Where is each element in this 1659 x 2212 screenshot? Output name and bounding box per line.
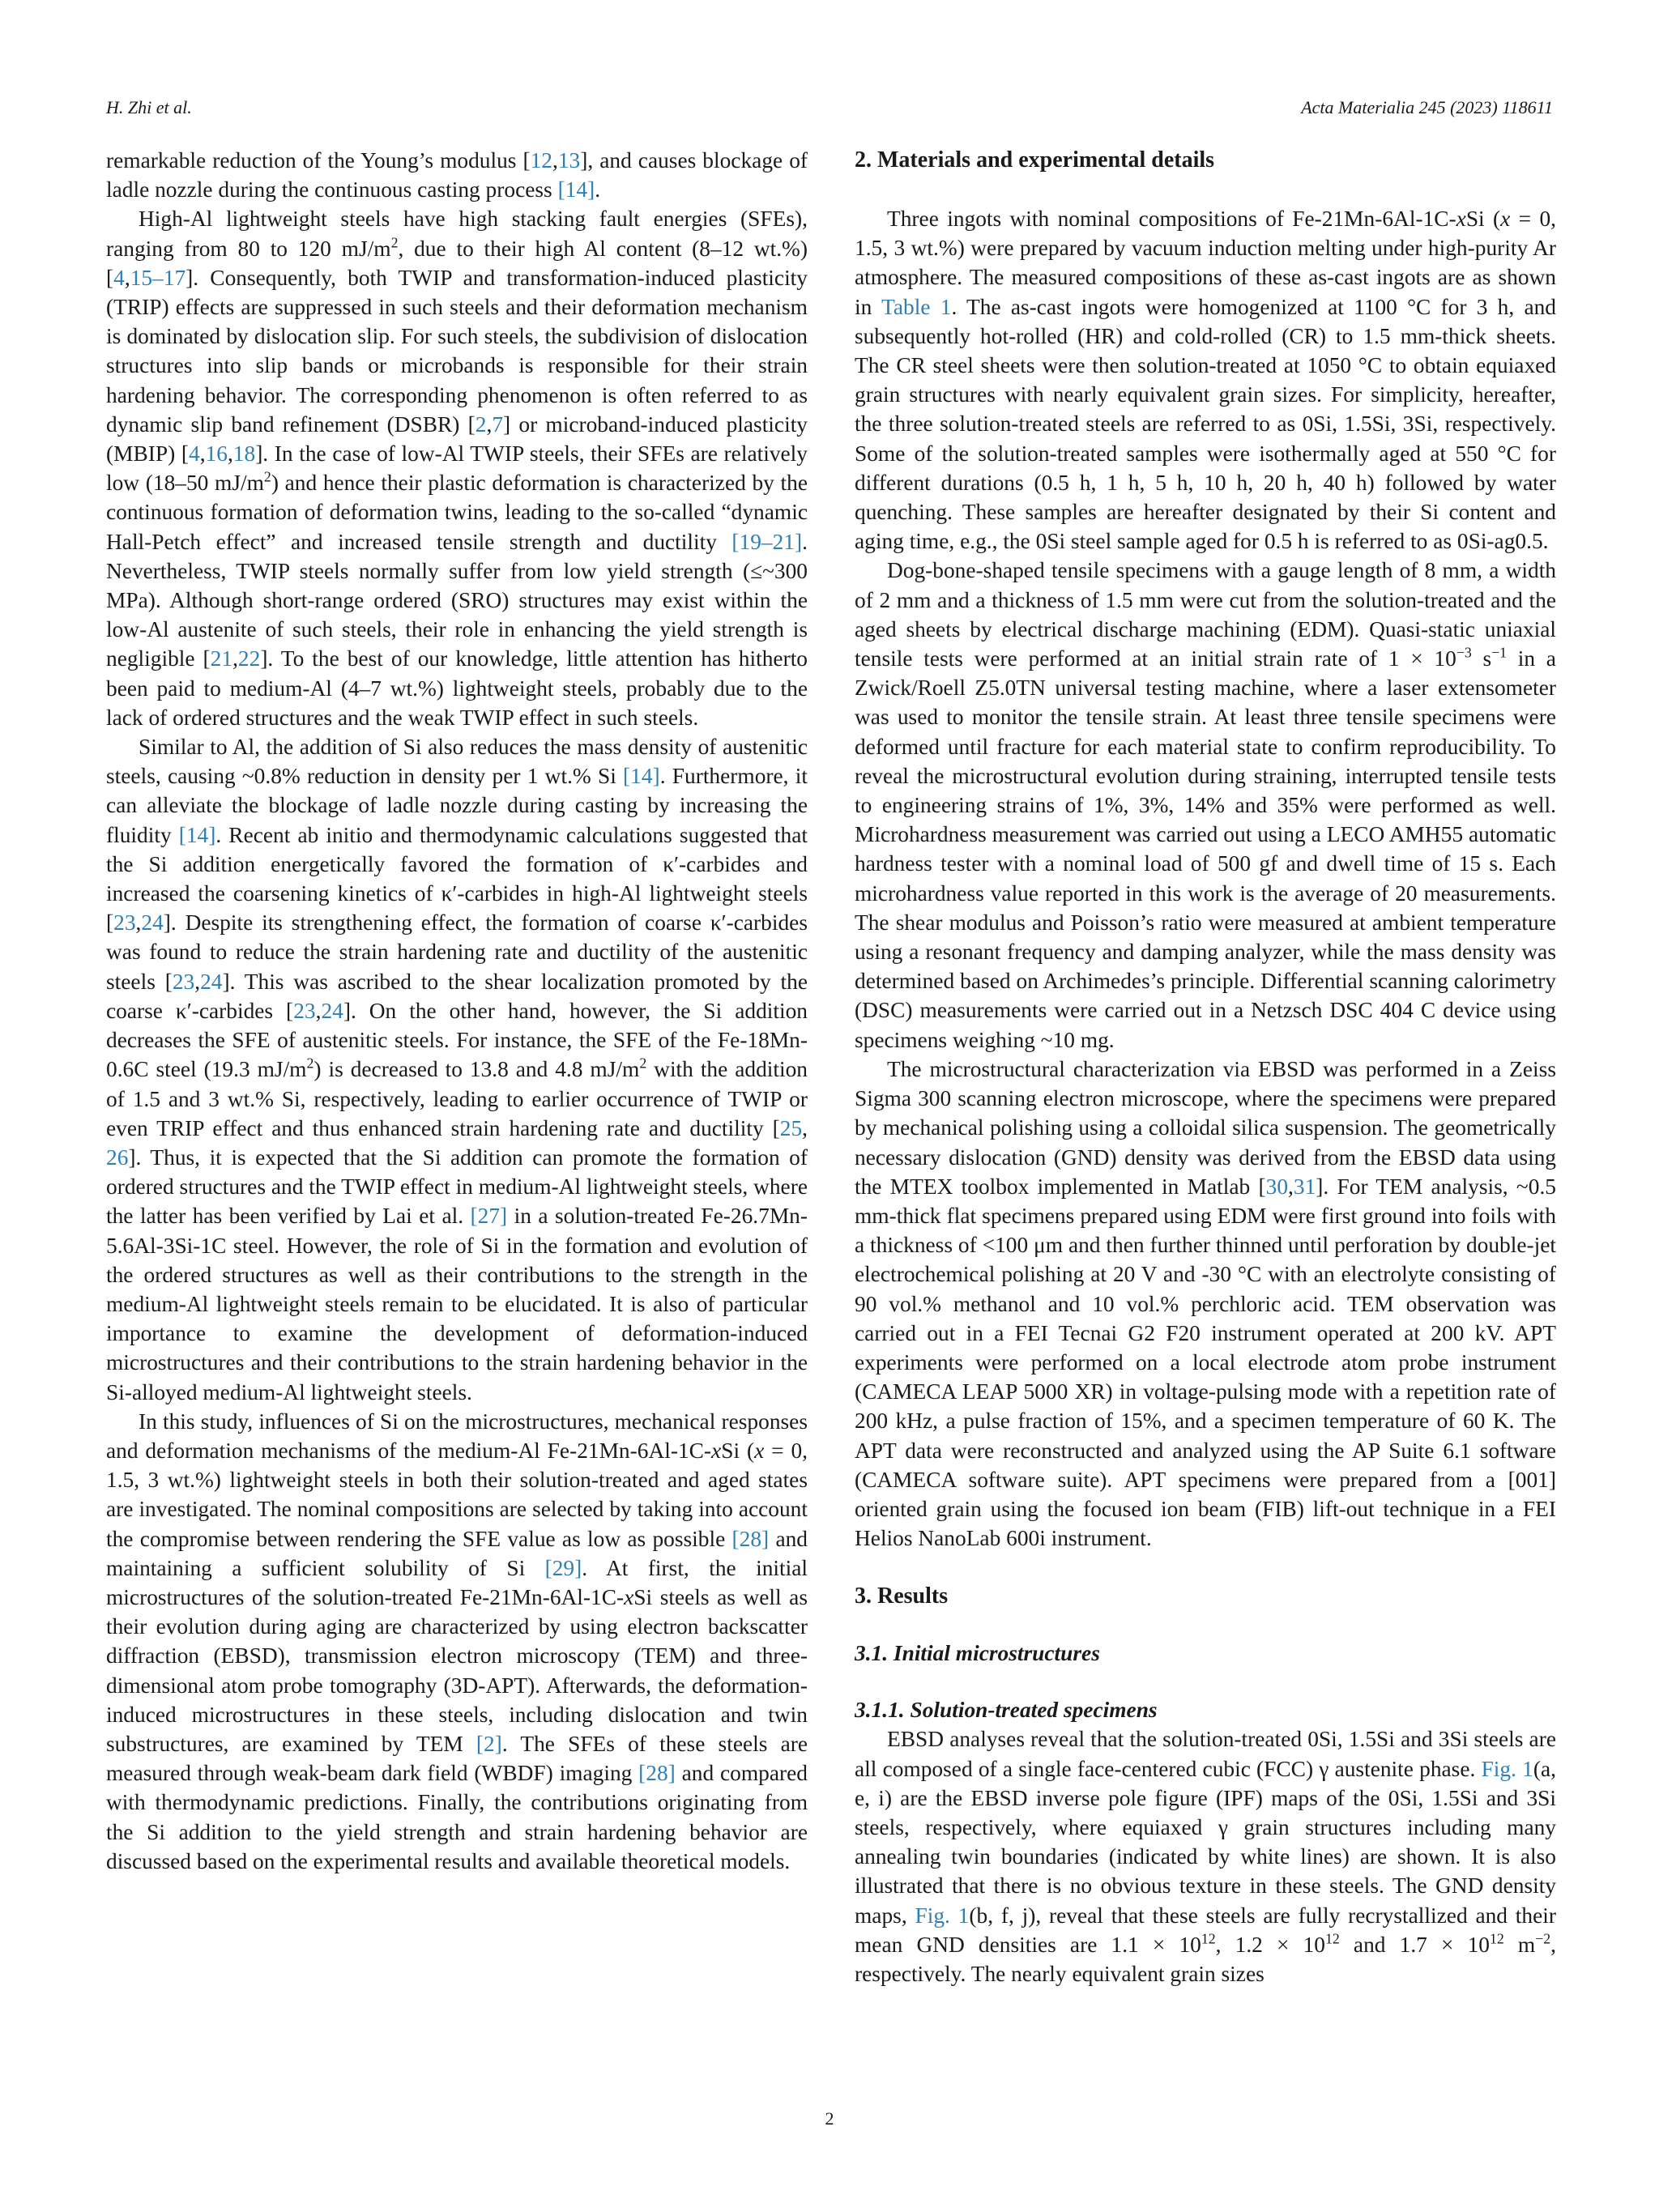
- italic-variable: x: [1456, 207, 1466, 231]
- text-run: , respectively. The nearly equivalent grain sizes: [855, 1932, 1557, 1986]
- section-heading-results: 3. Results: [855, 1583, 949, 1609]
- italic-variable: x: [754, 1438, 765, 1463]
- text-run: ,: [227, 441, 233, 467]
- text-run: in a solution-treated Fe-26.7Mn-5.6Al-3Si-1C steel. However, the role of Si in the formation and evolution of the ordered structures as well as their contributions to the strength in the medium-Al lightweight steels remain to be elucidated. It is also of particular importance to examine the development of deformation-induced microstructures and their contributions to the strain hardening behavior in the Si-alloyed medium-Al lightweight steels.: [106, 1204, 808, 1404]
- citation-link[interactable]: 15–17: [130, 265, 186, 290]
- text-run: ,: [199, 441, 206, 467]
- text-run: ,: [552, 148, 558, 173]
- text-run: Dog-bone-shaped tensile specimens with a gauge length of 8 mm, a width of 2 mm and a thickness of 1.5 mm were cut from the solution-treated and the aged sheets by electrical discharge machining (EDM). Quasi-static uniaxial tensile tests were performed at an initial strain rate of 1 × 10: [855, 558, 1556, 671]
- text-run: ) and hence their plastic deformation is characterized by the continuous formation of deformation twins, leading to the so-called “dynamic Hall-Petch effect” and increased tensile strength and ductility: [106, 471, 808, 554]
- paragraph: [106, 204, 808, 732]
- citation-link[interactable]: [14]: [557, 177, 595, 202]
- citation-link[interactable]: 4: [188, 441, 200, 467]
- text-run: (a, e, i) are the EBSD inverse pole figure (IPF) maps of the 0Si, 1.5Si and 3Si steels, respectively, where equiaxed γ grain structures including many annealing twin boundaries (indicated by white lines) are shown. It is also illustrated that there is no obvious texture in these steels. The GND density maps,: [855, 1756, 1556, 1928]
- header-authors: H. Zhi et al.: [106, 97, 192, 117]
- citation-link[interactable]: 24: [141, 910, 164, 936]
- text-run: = 0, 1.5, 3 wt.%) were prepared by vacuum induction melting under high-purity Ar atmosphere. The measured compositions of these as-cast ingots are as shown in: [855, 207, 1556, 319]
- left-column: [106, 146, 808, 1876]
- citation-link[interactable]: 16: [205, 441, 228, 467]
- subsection-heading: 3.1. Initial microstructures: [855, 1641, 1100, 1666]
- citation-link[interactable]: 24: [200, 969, 223, 994]
- citation-link[interactable]: [28]: [731, 1526, 770, 1551]
- paragraph: [855, 1724, 1556, 1988]
- text-run: ] or microband-induced plasticity (MBIP) [: [106, 411, 808, 467]
- text-run: . At first, the initial microstructures of the solution-treated Fe-21Mn-6Al-1C-: [106, 1555, 808, 1609]
- paragraph: [855, 204, 1556, 556]
- citation-link[interactable]: 30: [1265, 1174, 1289, 1199]
- citation-link[interactable]: [14]: [623, 764, 660, 789]
- text-run: .: [595, 177, 601, 202]
- text-run: , 1.2 × 10: [1215, 1932, 1325, 1957]
- paragraph: [106, 732, 808, 1407]
- page-number: 2: [825, 2108, 834, 2129]
- text-run: ,: [124, 265, 130, 290]
- citation-link[interactable]: [14]: [178, 822, 216, 847]
- text-run: ,: [135, 910, 142, 936]
- text-run: . The as-cast ingots were homogenized at 1100 °C for 3 h, and subsequently hot-rolled (HR) and cold-rolled (CR) to 1.5 mm-thick sheets. The CR steel sheets were then solution-treated at 1050 °C to obtain equiaxed grain structures with nearly equivalent grain sizes. For simplicity, hereafter, the three solution-treated steels are referred to as 0Si, 1.5Si, 3Si, respectively. Some of the solution-treated samples were isothermally aged at 550 °C for different durations (0.5 h, 1 h, 5 h, 10 h, 20 h, 40 h) followed by water quenching. These samples are hereafter designated by their Si content and aging time, e.g., the 0Si steel sample aged for 0.5 h is referred to as 0Si-ag0.5.: [855, 294, 1556, 554]
- superscript: 2: [263, 468, 271, 485]
- italic-variable: x: [624, 1584, 634, 1609]
- text-run: ]. For TEM analysis, ~0.5 mm-thick flat specimens prepared using EDM were first ground into foils with a thickness of <100 μm and then further thinned until perforation by double-jet electrochemical polishing at 20 V and -30 °C with an electrolyte consisting of 90 vol.% methanol and 10 vol.% perchloric acid. TEM observation was carried out in a FEI Tecnai G2 F20 instrument operated at 200 kV. APT experiments were performed on a local electrode atom probe instrument (CAMECA LEAP 5000 XR) in voltage-pulsing mode with a repetition rate of 200 kHz, a pulse fraction of 15%, and a specimen temperature of 60 K. The APT data were reconstructed and analyzed using the AP Suite 6.1 software (CAMECA software suite). APT specimens were prepared from a [001] oriented grain using the focused ion beam (FIB) lift-out technique in a FEI Helios NanoLab 600i instrument.: [855, 1174, 1556, 1551]
- citation-link[interactable]: 31: [1293, 1174, 1316, 1199]
- text-run: in a Zwick/Roell Z5.0TN universal testing machine, where a laser extensometer was used to monitor the tensile strain. At least three tensile specimens were deformed until fracture for each material state to confirm reproducibility. To reveal the microstructural evolution during straining, interrupted tensile tests to engineering strains of 1%, 3%, 14% and 35% were performed as well. Microhardness measurement was carried out using a LECO AMH55 automatic hardness tester with a nominal load of 500 gf and dwell time of 15 s. Each microhardness value reported in this work is the average of 20 measurements. The shear modulus and Poisson’s ratio were measured at ambient temperature using a resonant frequency and damping analyzer, while the mass density was determined based on Archimedes’s principle. Differential scanning calorimetry (DSC) measurements were carried out in a Netzsch DSC 404 C device using specimens weighing ~10 mg.: [855, 646, 1556, 1052]
- text-run: ,: [315, 998, 322, 1023]
- citation-link[interactable]: 23: [172, 969, 195, 994]
- citation-link[interactable]: [27]: [470, 1204, 508, 1229]
- citation-link[interactable]: Table 1: [881, 294, 952, 319]
- citation-link[interactable]: Fig. 1: [1481, 1756, 1533, 1781]
- text-run: The microstructural characterization via EBSD was performed in a Zeiss Sigma 300 scanning electron microscope, where the specimens were prepared by mechanical polishing using a colloidal silica suspension. The geometrically necessary dislocation (GND) density was derived from the EBSD data using the MTEX toolbox implemented in Matlab [: [855, 1056, 1556, 1199]
- citation-link[interactable]: 25: [779, 1115, 803, 1140]
- running-header: [106, 96, 1553, 128]
- text-run: ]. To the best of our knowledge, little attention has hitherto been paid to medium-Al (4–7 wt.%) lightweight steels, probably due to the lack of ordered structures and the weak TWIP effect in such steels.: [106, 646, 808, 730]
- citation-link[interactable]: 4: [113, 265, 125, 290]
- citation-link[interactable]: 23: [293, 998, 316, 1023]
- text-run: and maintaining a sufficient solubility of Si: [106, 1526, 808, 1580]
- citation-link[interactable]: Fig. 1: [915, 1903, 970, 1928]
- subsubsection-heading: 3.1.1. Solution-treated specimens: [855, 1698, 1158, 1723]
- header-journal: Acta Materialia 245 (2023) 118611: [1301, 97, 1553, 117]
- citation-link[interactable]: [19–21]: [731, 529, 803, 554]
- superscript: 2: [306, 1055, 314, 1072]
- section-heading-materials: 2. Materials and experimental details: [855, 147, 1215, 173]
- citation-link[interactable]: 2: [475, 411, 487, 437]
- citation-link[interactable]: 21: [210, 646, 233, 671]
- citation-link[interactable]: 26: [106, 1144, 129, 1170]
- paragraph: [106, 146, 808, 204]
- paragraph: [855, 1055, 1556, 1553]
- text-run: ,: [194, 969, 201, 994]
- citation-link[interactable]: 24: [321, 998, 343, 1023]
- text-run: ]. Consequently, both TWIP and transformation-induced plasticity (TRIP) effects are suppressed in such steels and their deformation mechanism is dominated by dislocation slip. For such steels, the subdivision of dislocation structures into slip bands or microbands is responsible for their strain hardening behavior. The corresponding phenomenon is often referred to as dynamic slip band refinement (DSBR) [: [106, 265, 808, 437]
- superscript: 2: [639, 1055, 647, 1072]
- text-run: and 1.7 × 10: [1339, 1932, 1490, 1957]
- superscript: 12: [1489, 1930, 1504, 1947]
- text-run: Si (: [721, 1438, 755, 1463]
- text-run: Similar to Al, the addition of Si also reduces the mass density of austenitic steels, causing ~0.8% reduction in density per 1 wt.% Si: [106, 735, 808, 789]
- superscript: −3: [1456, 644, 1472, 661]
- text-run: = 0, 1.5, 3 wt.%) lightweight steels in both their solution-treated and aged states are investigated. The nominal compositions are selected by taking into account the compromise between rendering the SFE value as low as possible: [106, 1438, 808, 1551]
- text-run: In this study, influences of Si on the microstructures, mechanical responses and deformation mechanisms of the medium-Al Fe-21Mn-6Al-1C-: [106, 1409, 808, 1463]
- citation-link[interactable]: 13: [557, 148, 581, 173]
- superscript: 2: [390, 233, 399, 250]
- citation-link[interactable]: 12: [530, 148, 552, 173]
- text-run: remarkable reduction of the Young’s modulus [: [106, 148, 531, 173]
- text-run: . Nevertheless, TWIP steels normally suffer from low yield strength (≤~300 MPa). Although short-range ordered (SRO) structures may exist within the low-Al austenite of such steels, their role in enhancing the yield strength is negligible [: [106, 529, 808, 671]
- text-run: s: [1471, 646, 1492, 671]
- superscript: 12: [1325, 1930, 1340, 1947]
- text-run: . Furthermore, it can alleviate the blockage of ladle nozzle during casting by increasing the fluidity: [106, 764, 808, 847]
- citation-link[interactable]: 23: [113, 910, 136, 936]
- superscript: 12: [1201, 1930, 1216, 1947]
- citation-link[interactable]: [28]: [638, 1761, 676, 1786]
- text-run: High-Al lightweight steels have high stacking fault energies (SFEs), ranging from 80 to 120 mJ/m: [106, 207, 808, 261]
- text-run: . The SFEs of these steels are measured through weak-beam dark field (WBDF) imaging: [106, 1731, 808, 1786]
- text-run: ], and causes blockage of ladle nozzle during the continuous casting process: [106, 148, 808, 202]
- text-run: m: [1503, 1932, 1536, 1957]
- text-run: ) is decreased to 13.8 and 4.8 mJ/m: [313, 1057, 640, 1082]
- text-run: and compared with thermodynamic predictions. Finally, the contributions originating from the Si addition to the yield strength and strain hardening behavior are discussed based on the experimental results and available theoretical models.: [106, 1761, 808, 1873]
- citation-link[interactable]: 7: [492, 411, 504, 437]
- text-run: EBSD analyses reveal that the solution-treated 0Si, 1.5Si and 3Si steels are all composed of a single face-centered cubic (FCC) γ austenite phase.: [855, 1727, 1556, 1781]
- citation-link[interactable]: 22: [237, 646, 261, 671]
- text-run: ]. Despite its strengthening effect, the formation of coarse κ′-carbides was found to reduce the strain hardening rate and ductility of the austenitic steels [: [106, 910, 808, 994]
- text-run: ,: [486, 411, 493, 437]
- citation-link[interactable]: 18: [232, 441, 256, 467]
- text-run: Si (: [1465, 207, 1501, 231]
- text-run: ]. This was ascribed to the shear localization promoted by the coarse κ′-carbides [: [106, 969, 808, 1023]
- text-run: ]. Thus, it is expected that the Si addition can promote the formation of ordered structures and the TWIP effect in medium-Al lightweight steels, where the latter has been verified by Lai et al.: [106, 1144, 808, 1229]
- paragraph: [106, 1407, 808, 1876]
- citation-link[interactable]: [29]: [544, 1555, 582, 1580]
- text-run: ,: [1288, 1174, 1294, 1199]
- text-run: (b, f, j), reveal that these steels are fully recrystallized and their mean GND densities are 1.1 × 10: [855, 1903, 1556, 1957]
- italic-variable: x: [711, 1438, 722, 1463]
- citation-link[interactable]: [2]: [476, 1731, 502, 1756]
- paragraph: [855, 556, 1556, 1054]
- superscript: −1: [1491, 644, 1508, 661]
- italic-variable: x: [1500, 207, 1511, 231]
- text-run: . Recent ab initio and thermodynamic calculations suggested that the Si addition energetically favored the formation of κ′-carbides and increased the coarsening kinetics of κ′-carbides in high-Al lightweight steels [: [106, 822, 808, 936]
- text-run: Si steels as well as their evolution during aging are characterized by using electron backscatter diffraction (EBSD), transmission electron microscopy (TEM) and three-dimensional atom probe tomography (3D-APT). Afterwards, the deformation-induced microstructures in these steels, including dislocation and twin substructures, are examined by TEM: [106, 1584, 808, 1756]
- text-run: with the addition of 1.5 and 3 wt.% Si, respectively, leading to earlier occurrence of TWIP or even TRIP effect and thus enhanced strain hardening rate and ductility [: [106, 1057, 808, 1140]
- right-column: [855, 146, 1556, 1988]
- text-run: ]. In the case of low-Al TWIP steels, their SFEs are relatively low (18–50 mJ/m: [106, 441, 808, 496]
- superscript: −2: [1535, 1930, 1551, 1947]
- text-run: Three ingots with nominal compositions of Fe-21Mn-6Al-1C-: [887, 207, 1456, 231]
- text-run: , due to their high Al content (8–12 wt.%) [: [106, 236, 808, 290]
- text-run: ,: [802, 1115, 808, 1140]
- text-run: ]. On the other hand, however, the Si addition decreases the SFE of austenitic steels. For instance, the SFE of the Fe-18Mn-0.6C steel (19.3 mJ/m: [106, 998, 808, 1082]
- text-run: ,: [232, 646, 238, 671]
